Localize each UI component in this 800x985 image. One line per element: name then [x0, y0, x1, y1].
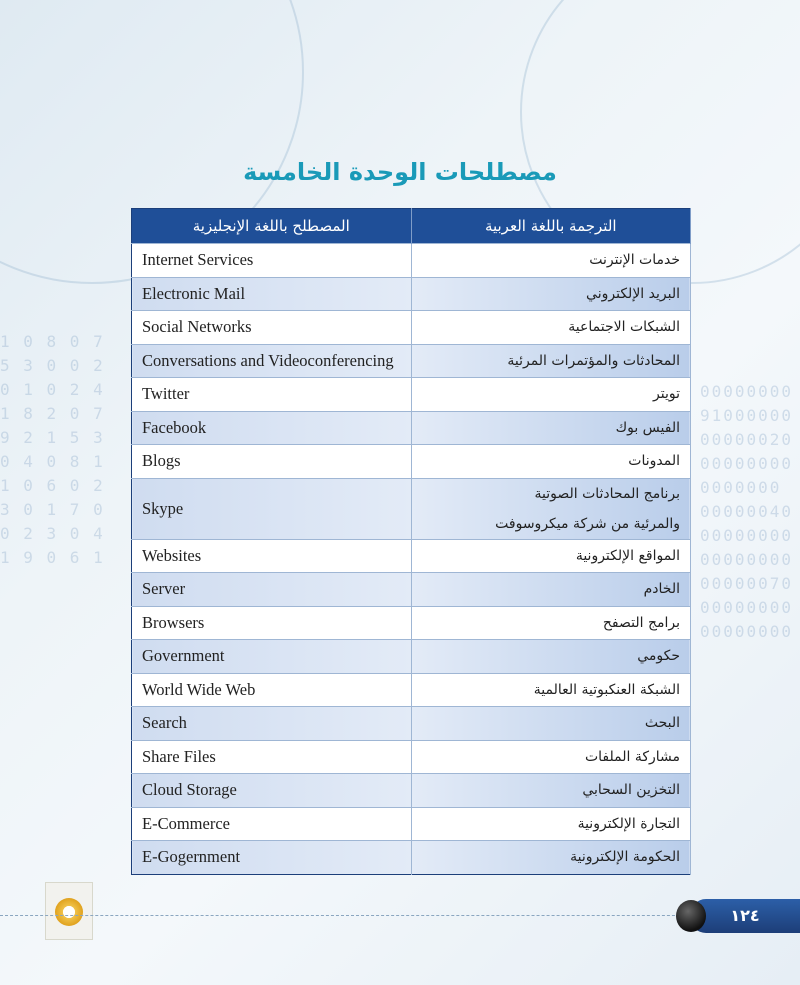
arabic-translation-cell — [411, 807, 691, 841]
header-arabic-translation: الترجمة باللغة العربية — [411, 209, 691, 244]
english-term-cell: Search — [132, 707, 412, 741]
arabic-translation-cell — [411, 740, 691, 774]
table-row — [132, 774, 691, 808]
english-term-cell: World Wide Web — [132, 673, 412, 707]
table-row — [132, 606, 691, 640]
table-row — [132, 841, 691, 875]
page-number: ١٢٤ — [690, 899, 800, 933]
arabic-translation-text: برنامج المحادثات الصوتية — [534, 485, 680, 502]
arabic-translation-text: المدونات — [628, 453, 680, 470]
arabic-translation-text: المحادثات والمؤتمرات المرئية — [507, 352, 680, 369]
table-row — [132, 244, 691, 278]
english-term-cell: Cloud Storage — [132, 774, 412, 808]
table-row — [132, 807, 691, 841]
arabic-translation-cell — [411, 640, 691, 674]
arabic-translation-cell — [411, 277, 691, 311]
logo-icon — [55, 898, 83, 926]
arabic-translation-cell — [411, 478, 691, 539]
table-row — [132, 707, 691, 741]
table-row — [132, 640, 691, 674]
arabic-translation-text: تويتر — [653, 386, 680, 403]
arabic-translation-text: المواقع الإلكترونية — [575, 547, 680, 564]
terms-table-body — [132, 244, 691, 875]
arabic-translation-text: الحكومة الإلكترونية — [570, 849, 680, 866]
background-digits: 1 0 8 0 7 5 3 0 0 2 0 1 0 2 4 1 8 2 0 7 9 2 1 5 3 0 4 0 8 1 1 0 6 0 2 3 0 1 7 0 0 2 3 0 4 1 9 0 6 1 — [0, 332, 105, 567]
arabic-translation-text: مشاركة الملفات — [584, 748, 680, 765]
arabic-translation-text: الخادم — [643, 581, 680, 598]
english-term-cell: Skype — [132, 478, 412, 539]
english-term-cell: Twitter — [132, 378, 412, 412]
page-title: مصطلحات الوحدة الخامسة — [243, 158, 557, 186]
arabic-translation-cell — [411, 774, 691, 808]
arabic-translation-cell — [411, 411, 691, 445]
terms-table — [131, 208, 691, 875]
table-row — [132, 673, 691, 707]
english-term-cell: Browsers — [132, 606, 412, 640]
arabic-translation-cell — [411, 378, 691, 412]
arabic-translation-cell — [411, 539, 691, 573]
arabic-translation-cell — [411, 573, 691, 607]
english-term-cell: Server — [132, 573, 412, 607]
header-english-term: المصطلح باللغة الإنجليزية — [132, 209, 412, 244]
arabic-translation-cell — [411, 606, 691, 640]
arabic-translation-cell — [411, 244, 691, 278]
arabic-translation-cell — [411, 311, 691, 345]
english-term-cell: Social Networks — [132, 311, 412, 345]
arabic-translation-cell — [411, 445, 691, 479]
english-term-cell: E-Commerce — [132, 807, 412, 841]
arabic-translation-text: برامج التصفح — [602, 614, 680, 631]
arabic-translation-text: البحث — [644, 715, 680, 732]
footer-divider — [0, 915, 700, 916]
publisher-logo — [45, 882, 93, 940]
arabic-translation-text: الفيس بوك — [615, 419, 680, 436]
english-term-cell: Internet Services — [132, 244, 412, 278]
table-row — [132, 740, 691, 774]
english-term-cell: Government — [132, 640, 412, 674]
table-row — [132, 539, 691, 573]
arabic-translation-cell — [411, 344, 691, 378]
english-term-cell: Blogs — [132, 445, 412, 479]
table-row — [132, 478, 691, 539]
table-row — [132, 411, 691, 445]
table-row — [132, 445, 691, 479]
table-row — [132, 573, 691, 607]
background-digits: 00000000 91000000 00000020 00000000 0000000 00000040 00000000 00000000 00000070 00000000 00000000 — [700, 382, 794, 641]
english-term-cell: Conversations and Videoconferencing — [132, 344, 412, 378]
arabic-translation-text: والمرئية من شركة ميكروسوفت — [495, 515, 680, 532]
arabic-translation-text: الشبكة العنكبوتية العالمية — [533, 681, 680, 698]
table-row — [132, 378, 691, 412]
english-term-cell: E-Gogernment — [132, 841, 412, 875]
arabic-translation-text: الشبكات الاجتماعية — [568, 319, 680, 336]
english-term-cell: Websites — [132, 539, 412, 573]
arabic-translation-text: حكومي — [637, 648, 680, 665]
table-row — [132, 311, 691, 345]
arabic-translation-text: التخزين السحابي — [582, 782, 680, 799]
english-term-cell: Electronic Mail — [132, 277, 412, 311]
table-header-row — [132, 209, 691, 244]
page-badge-knob — [676, 900, 706, 932]
arabic-translation-cell — [411, 841, 691, 875]
table-row — [132, 344, 691, 378]
table-row — [132, 277, 691, 311]
english-term-cell: Facebook — [132, 411, 412, 445]
arabic-translation-cell — [411, 673, 691, 707]
english-term-cell: Share Files — [132, 740, 412, 774]
arabic-translation-text: خدمات الإنترنت — [589, 252, 680, 269]
arabic-translation-text: البريد الإلكتروني — [586, 285, 680, 302]
arabic-translation-cell — [411, 707, 691, 741]
arabic-translation-text: التجارة الإلكترونية — [577, 815, 680, 832]
